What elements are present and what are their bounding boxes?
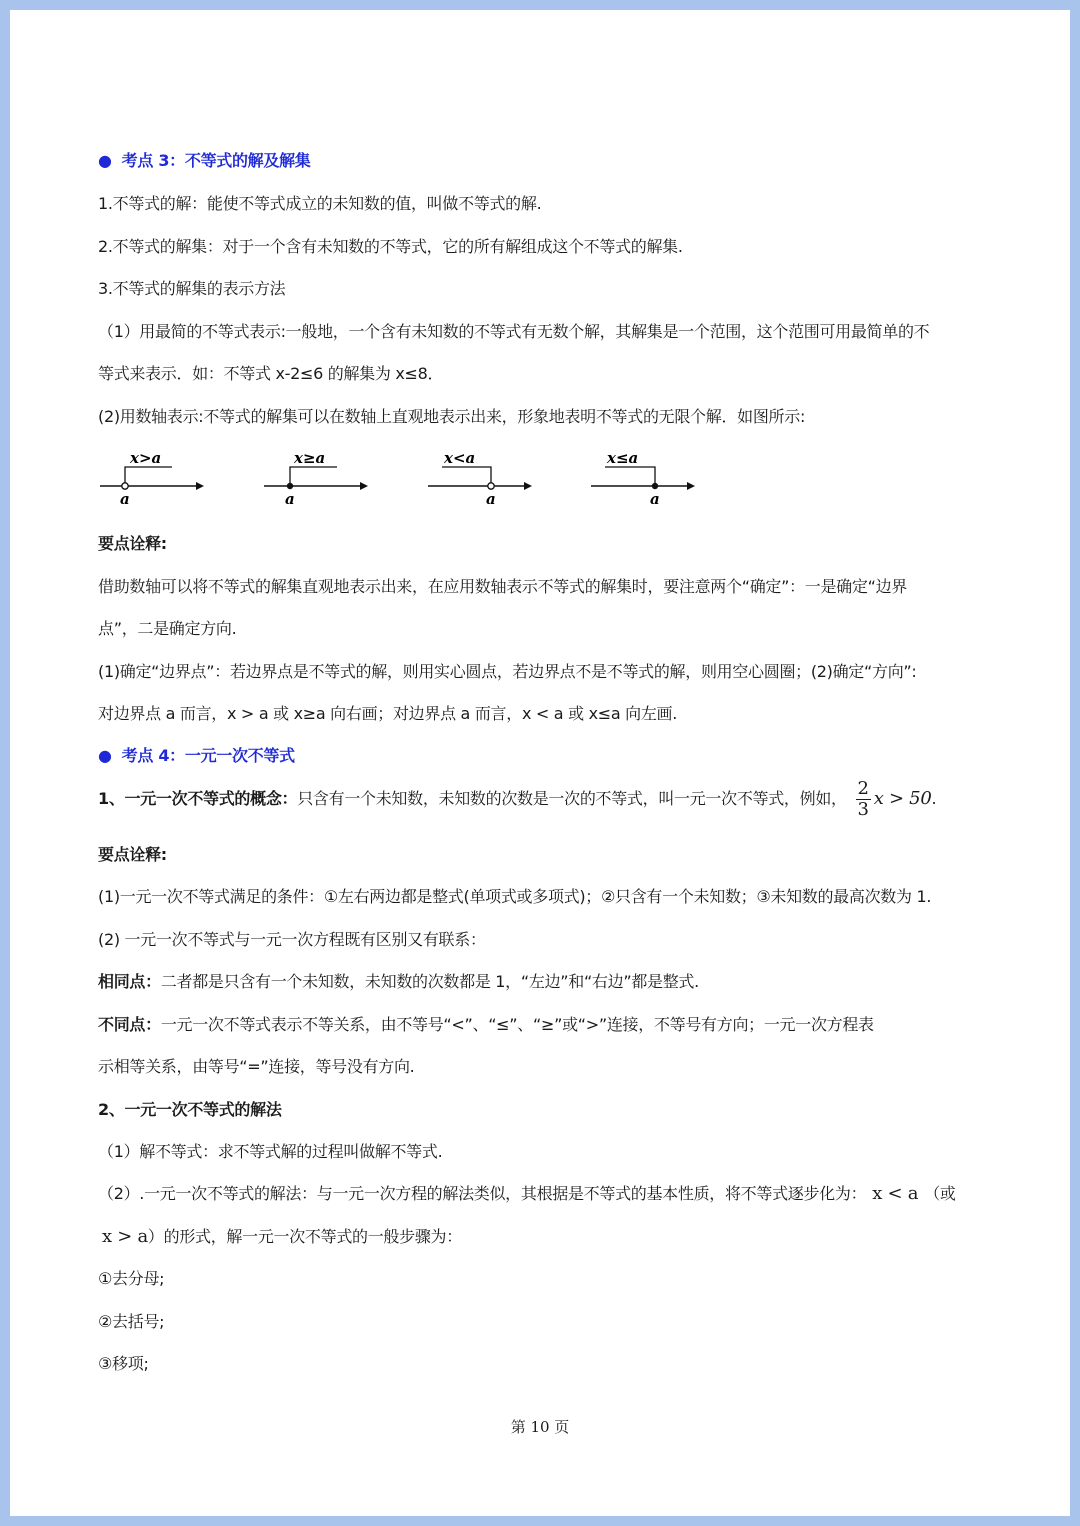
- step-1: ①去分母;: [98, 1269, 165, 1288]
- s3-line-2: 2.不等式的解集：对于一个含有未知数的不等式，它的所有解组成这个不等式的解集.: [98, 237, 683, 256]
- diagram-label: x≥a: [294, 449, 326, 467]
- fraction-denominator: 3: [857, 799, 869, 820]
- bullet-icon: ●: [98, 746, 112, 765]
- s4-point-2: (2) 一元一次不等式与一元一次方程既有区别又有联系：: [98, 930, 486, 949]
- method-2-paren: （或: [924, 1184, 956, 1203]
- s4-method-3: [98, 1226, 462, 1248]
- s3-note-3: (1)确定“边界点”：若边界点是不等式的解，则用实心圆点，若边界点不是不等式的解，则用空心圆圈；(2)确定“方向”:: [98, 662, 917, 681]
- step-3: ③移项;: [98, 1354, 149, 1373]
- diff-title: 不同点：: [98, 1015, 161, 1034]
- concept-text: 只含有一个未知数，未知数的次数是一次的不等式，叫一元一次不等式，例如，: [297, 789, 847, 808]
- section-3-heading-text: 考点 3：不等式的解及解集: [121, 151, 311, 170]
- same-text: 二者都是只含有一个未知数，未知数的次数都是 1，“左边”和“右边”都是整式.: [160, 972, 699, 991]
- example-expression: x > 50: [873, 788, 932, 809]
- s4-concept-line: [98, 777, 936, 821]
- expression-x-lt-a: x < a: [872, 1183, 919, 1204]
- method-3-text: ）的形式，解一元一次不等式的一般步骤为：: [147, 1227, 462, 1246]
- s4-method-title: 2、一元一次不等式的解法: [98, 1100, 282, 1119]
- number-line-x-gt-a: [100, 442, 206, 506]
- page-number: 第 10 页: [510, 1418, 570, 1436]
- s4-point-1: (1)一元一次不等式满足的条件：①左右两边都是整式(单项式或多项式)；②只含有一个未知数；③未知数的最高次数为 1.: [98, 887, 932, 906]
- diagram-label: x≤a: [607, 449, 639, 467]
- s4-same-line: [98, 971, 699, 993]
- s3-line-5: 等式来表示．如：不等式 x-2≤6 的解集为 x≤8．: [98, 364, 444, 383]
- section-3-heading: [98, 150, 310, 172]
- diagram-point-label: a: [650, 490, 660, 506]
- diff-text: 一元一次不等式表示不等关系，由不等号“<”、“≤”、“≥”或“>”连接，不等号有方向；一元一次方程表: [160, 1015, 874, 1034]
- bullet-icon: ●: [98, 151, 112, 170]
- number-line-x-lt-a: [428, 442, 534, 506]
- s3-line-1: 1.不等式的解：能使不等式成立的未知数的值，叫做不等式的解.: [98, 194, 542, 213]
- s3-note-2: 点”，二是确定方向.: [98, 619, 237, 638]
- method-2-text: （2）.一元一次不等式的解法：与一元一次方程的解法类似，其根据是不等式的基本性质，将不等式逐步化为：: [98, 1184, 867, 1203]
- diagram-point-label: a: [486, 490, 496, 506]
- period: .: [931, 789, 937, 808]
- s3-line-3: 3.不等式的解集的表示方法: [98, 279, 286, 298]
- step-2: ②去括号;: [98, 1312, 165, 1331]
- section-4-heading-text: 考点 4：一元一次不等式: [121, 746, 295, 765]
- diagram-label: x>a: [130, 449, 162, 467]
- section-4-heading: [98, 745, 295, 767]
- diagram-point-label: a: [285, 490, 295, 506]
- s3-note-1: 借助数轴可以将不等式的解集直观地表示出来，在应用数轴表示不等式的解集时，要注意两个“确定”：一是确定“边界: [98, 577, 907, 596]
- number-line-x-le-a: [591, 442, 697, 506]
- s4-method-2: [98, 1183, 956, 1205]
- diagram-label: x<a: [444, 449, 476, 467]
- document-page: [10, 10, 1070, 1516]
- fraction-numerator: 2: [857, 778, 869, 799]
- s4-note-title: 要点诠释:: [98, 845, 167, 864]
- s3-note-title: 要点诠释:: [98, 534, 167, 553]
- s4-diff-line: [98, 1014, 874, 1036]
- number-line-x-ge-a: [264, 442, 370, 506]
- s4-diff-line-2: 示相等关系，由等号“=”连接，等号没有方向.: [98, 1057, 415, 1076]
- diagram-point-label: a: [120, 490, 130, 506]
- expression-x-gt-a: x > a: [102, 1226, 148, 1247]
- s4-method-1: （1）解不等式：求不等式解的过程叫做解不等式.: [98, 1142, 443, 1161]
- fraction: [856, 779, 871, 820]
- s3-line-4: （1）用最简的不等式表示:一般地，一个含有未知数的不等式有无数个解，其解集是一个范围，这个范围可用最简单的不: [98, 322, 930, 341]
- concept-title: 1、一元一次不等式的概念：: [98, 789, 298, 808]
- s3-line-6: (2)用数轴表示:不等式的解集可以在数轴上直观地表示出来，形象地表明不等式的无限个解．如图所示:: [98, 407, 806, 426]
- same-title: 相同点：: [98, 972, 161, 991]
- s3-note-4: 对边界点 a 而言，x > a 或 x≥a 向右画；对边界点 a 而言，x < a 或 x≤a 向左画.: [98, 704, 678, 723]
